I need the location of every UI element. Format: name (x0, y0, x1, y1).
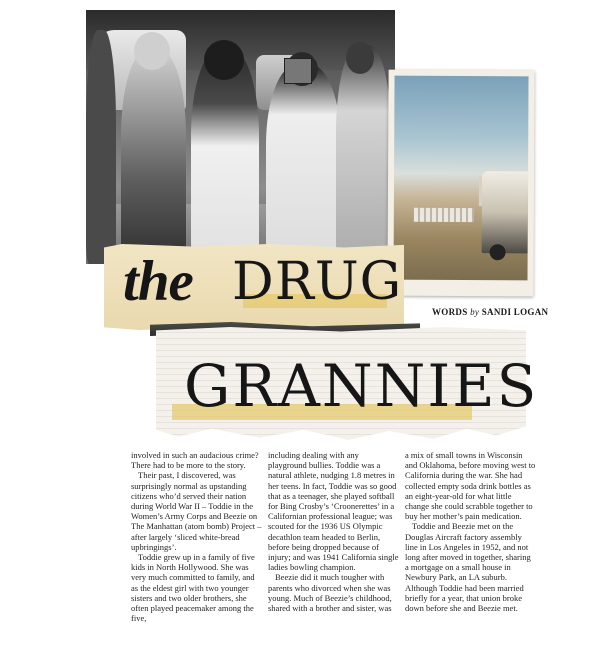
paragraph: including dealing with any playground bullies. Toddie was a natural athlete, nudging 1.8 metres in her teens. In fact, Toddie was so good that as a teenager, she played softball for Bing Crosby’s ‘Croonerettes’ in a Californian professional league; was scouted for the 1936 US Olympic decathlon team headed to Berlin, before being dropped because of injury; and was 1941 California single ladies bowling champion. (268, 450, 399, 573)
paragraph: involved in such an audacious crime? There had to be more to the story. (131, 450, 259, 471)
polaroid-truck (482, 171, 528, 253)
headline-the: the (123, 250, 193, 313)
photo-person (336, 45, 391, 264)
photo-person (121, 50, 186, 264)
polaroid-image (393, 76, 528, 281)
polaroid-photo (387, 70, 534, 297)
byline-words: WORDS (432, 307, 468, 317)
headline-grannies: GRANNIES (184, 352, 539, 420)
paragraph: Toddie grew up in a family of five kids in North Hollywood. She was very much committed to family, and as the eldest girl with two younger sisters and two older brothers, she often played peacemaker among the five, (131, 552, 255, 624)
polaroid-fence (414, 208, 474, 222)
byline-author: SANDI LOGAN (481, 307, 549, 317)
paragraph: Their past, I discovered, was surprisingly normal as upstanding citizens who’d served their nation during World War II – Toddie in the Women’s Army Corps and Beezie on The Manhattan (atom bomb) Project – after largely ‘sliced white-bread upbringings’. (131, 470, 262, 552)
press-photo (86, 10, 395, 264)
photo-head (346, 42, 374, 74)
paragraph: Toddie and Beezie met on the Douglas Aircraft factory assembly line in Los Angeles in 1952, and not long after moved in together, sharing a mortgage on a small house in Newbury Park, an LA suburb. Although Toddie had been married briefly for a year, that union broke down before she and Beezie met. (405, 521, 531, 614)
photo-head (134, 32, 170, 70)
paragraph: a mix of small towns in Wisconsin and Oklahoma, before moving west to California during the war. She had collected empty soda drink bottles as an eight-year-old for what little change she could scrabble together to buy her mother’s pain medication. (405, 450, 536, 522)
paragraph: Beezie did it much tougher with parents who divorced when she was young. Much of Beezie’s childhood, shared with a brother and sister, was (268, 572, 392, 614)
body-column-1 (131, 450, 262, 623)
polaroid-wheel (490, 244, 506, 260)
body-column-3 (405, 450, 536, 613)
body-column-2 (268, 450, 399, 613)
byline-by: by (470, 307, 480, 317)
photo-head (204, 40, 244, 80)
headline-drug: DRUG (232, 252, 403, 312)
byline (432, 307, 548, 317)
camera-icon (284, 58, 312, 84)
photo-person (266, 65, 341, 264)
photo-person (191, 50, 259, 264)
photo-person (86, 30, 116, 264)
